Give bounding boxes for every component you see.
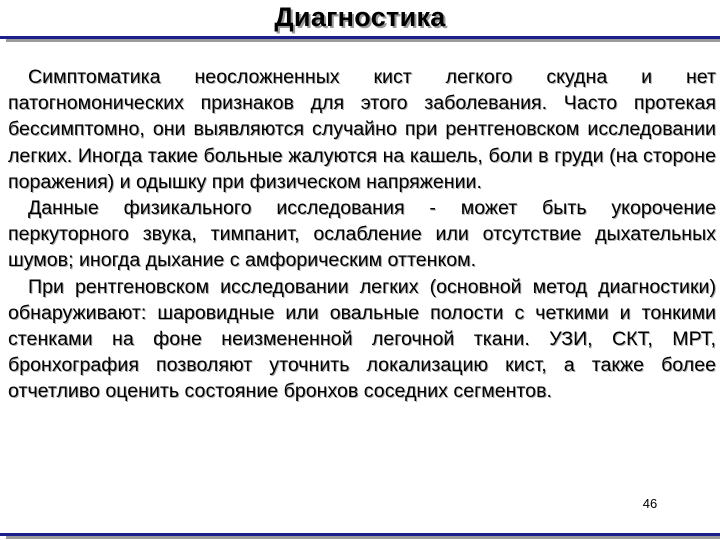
page-number: 46 bbox=[642, 496, 658, 511]
paragraph-symptoms: Симптоматика неосложненных кист легкого скудна и нет патогномонических признаков для этого заболевания. Часто протекая бессимптомно, они выявляются случайно при рентгеновском исследовании легких. Иногда такие больные жалуются на кашель, боли в груди (на стороне поражения) и одышку при физическом напряжении. bbox=[8, 66, 716, 193]
paragraph-radiology: При рентгеновском исследовании легких (основной метод диагностики) обнаруживают: шаровидные или овальные полости с четкими и тонкими стенками на фоне неизмененной легочной ткани. УЗИ, СКТ, МРТ, бронхография позволяют уточнить локализацию кист, а также более отчетливо оценить состояние бронхов соседних сегментов. bbox=[8, 275, 716, 403]
title-divider-shadow bbox=[6, 39, 720, 42]
slide-title: Диагностика bbox=[274, 2, 446, 32]
paragraph-physical-exam: Данные физикального исследования - может быть укорочение перкуторного звука, тимпанит, ослабление или отсутствие дыхательных шумов; иногда дыхание с амфорическим оттенком. bbox=[8, 197, 716, 272]
slide-body bbox=[8, 64, 716, 405]
bottom-divider-shadow bbox=[6, 536, 720, 539]
